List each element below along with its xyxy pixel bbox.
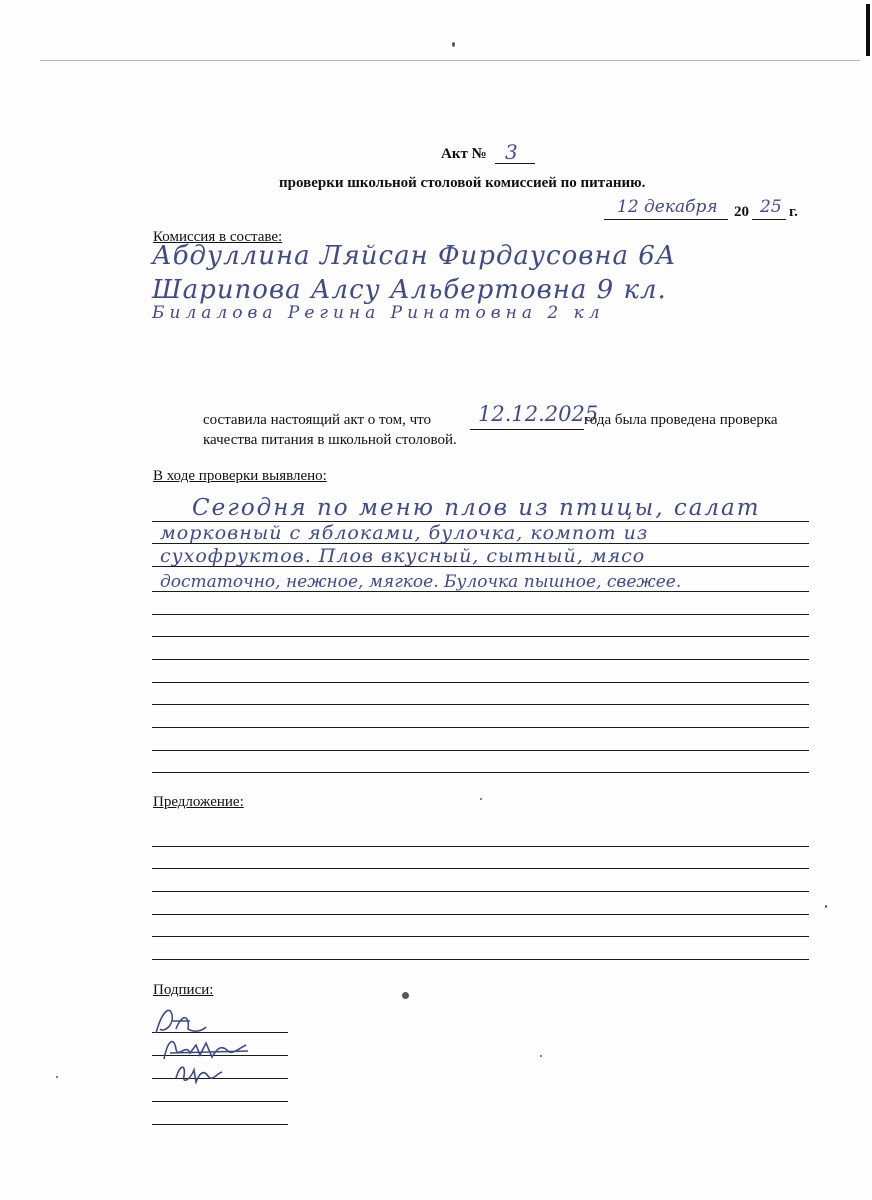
findings-line: [152, 772, 809, 773]
findings-handwritten-line: Сегодня по меню плов из птицы, салат: [192, 495, 761, 521]
scan-speck: [56, 1076, 58, 1078]
findings-line: [152, 727, 809, 728]
proposal-line: [152, 936, 809, 937]
commission-member: Шарипова Алсу Альбертовна 9 кл.: [152, 275, 667, 305]
commission-member: Билалова Регина Ринатовна 2 кл: [152, 303, 605, 323]
act-title-prefix: Акт №: [441, 146, 487, 162]
date-year-prefix: 20: [734, 204, 749, 220]
findings-label: В ходе проверки выявлено:: [153, 468, 327, 484]
scan-speck: [540, 1055, 542, 1057]
findings-line: [152, 659, 809, 660]
findings-line: [152, 750, 809, 751]
findings-line: [152, 704, 809, 705]
proposal-line: [152, 914, 809, 915]
findings-handwritten-line: сухофруктов. Плов вкусный, сытный, мясо: [160, 545, 646, 567]
scan-top-line: [40, 60, 860, 61]
date-year-suffix: 25: [760, 197, 782, 217]
proposal-label: Предложение:: [153, 794, 244, 810]
act-title: [441, 147, 487, 162]
proposal-line: [152, 846, 809, 847]
signature-line: [152, 1124, 288, 1125]
date-year-unit: г.: [789, 204, 798, 220]
act-subtitle: проверки школьной столовой комиссией по питанию.: [279, 175, 646, 191]
statement-line2: качества питания в школьной столовой.: [203, 432, 457, 448]
commission-member: Абдуллина Ляйсан Фирдаусовна 6А: [152, 241, 677, 271]
findings-line: [152, 614, 809, 615]
findings-handwritten-line: достаточно, нежное, мягкое. Булочка пышное, свежее.: [160, 572, 682, 592]
date-day-month-underline: [604, 219, 728, 220]
signatures-label: Подписи:: [153, 982, 214, 998]
findings-line: [152, 636, 809, 637]
date-day-month: 12 декабря: [617, 197, 718, 217]
statement-date-underline: [470, 429, 584, 430]
scan-speck: [480, 798, 482, 800]
scan-speck: [825, 905, 827, 908]
statement-before: составила настоящий акт о том, что: [203, 412, 432, 428]
signature-3: [172, 1058, 228, 1088]
signature-line: [152, 1101, 288, 1102]
commission-label: Комиссия в составе:: [153, 229, 283, 245]
proposal-line: [152, 891, 809, 892]
date-year-underline: [752, 219, 786, 220]
statement-after: года была проведена проверка: [584, 412, 778, 428]
findings-line: [152, 682, 809, 683]
scan-edge-mark: [866, 4, 870, 56]
scan-speck: [402, 992, 409, 999]
proposal-line: [152, 868, 809, 869]
act-number: 3: [505, 140, 518, 164]
findings-handwritten-line: морковный с яблоками, булочка, компот из: [160, 522, 649, 544]
scan-speck: [452, 42, 455, 47]
statement-date: 12.12.2025: [478, 402, 599, 426]
proposal-line: [152, 959, 809, 960]
